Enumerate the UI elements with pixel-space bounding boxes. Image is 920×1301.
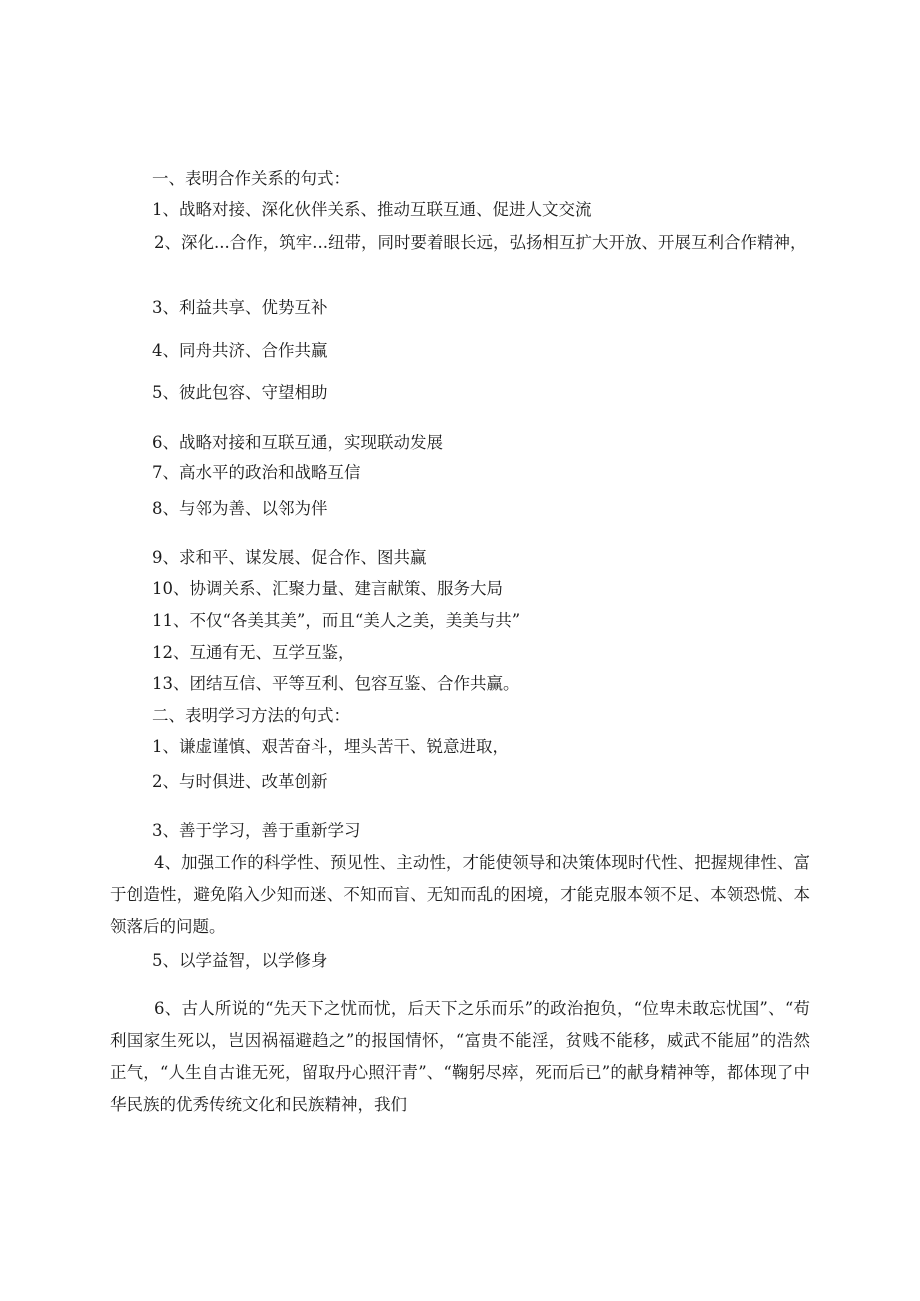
list-item: 5、以学益智，以学修身: [152, 951, 328, 970]
list-item: 8、与邻为善、以邻为伴: [152, 499, 328, 518]
list-item: 13、团结互信、平等互利、包容互鉴、合作共赢。: [152, 674, 520, 693]
list-item: 9、求和平、谋发展、促合作、图共赢: [152, 548, 427, 567]
list-item: 12、互通有无、互学互鉴，: [152, 643, 355, 662]
list-item: 6、古人所说的“先天下之忧而忧，后天下之乐而乐”的政治抱负，“位卑未敢忘忧国”、“苟利国家生死以，岂因祸福避趋之”的报国情怀，“富贵不能淫，贫贱不能移，威武不能屈”的浩然正气，“人生自古谁无死，留取丹心照汗青”、“鞠躬尽瘁，死而后已”的献身精神等，都体现了中华民族的优秀传统文化和民族精神，我们: [110, 999, 810, 1114]
list-item: 11、不仅“各美其美”，而且“美人之美，美美与共”: [152, 611, 521, 630]
section-2-heading: 二、表明学习方法的句式：: [152, 706, 350, 725]
list-item: 1、谦虚谨慎、艰苦奋斗，埋头苦干、锐意进取，: [152, 737, 509, 756]
list-item: 5、彼此包容、守望相助: [152, 383, 328, 402]
list-item: 3、善于学习，善于重新学习: [152, 821, 361, 840]
list-item: 6、战略对接和互联互通，实现联动发展: [152, 433, 443, 452]
list-item: 1、战略对接、深化伙伴关系、推动互联互通、促进人文交流: [152, 200, 592, 219]
list-item: 7、高水平的政治和战略互信: [152, 463, 361, 482]
list-item: 3、利益共享、优势互补: [152, 298, 328, 317]
list-item: 2、深化...合作，筑牢...纽带，同时要着眼长远，弘扬相互扩大开放、开展互利合作精神，: [154, 233, 807, 252]
list-item: 2、与时俱进、改革创新: [152, 772, 328, 791]
list-item: 10、协调关系、汇聚力量、建言献策、服务大局: [152, 579, 503, 598]
section-1-heading: 一、表明合作关系的句式：: [152, 169, 350, 188]
list-item: 4、加强工作的科学性、预见性、主动性，才能使领导和决策体现时代性、把握规律性、富于创造性，避免陷入少知而迷、不知而盲、无知而乱的困境，才能克服本领不足、本领恐慌、本领落后的问题。: [110, 853, 810, 936]
list-item: 4、同舟共济、合作共赢: [152, 341, 328, 360]
